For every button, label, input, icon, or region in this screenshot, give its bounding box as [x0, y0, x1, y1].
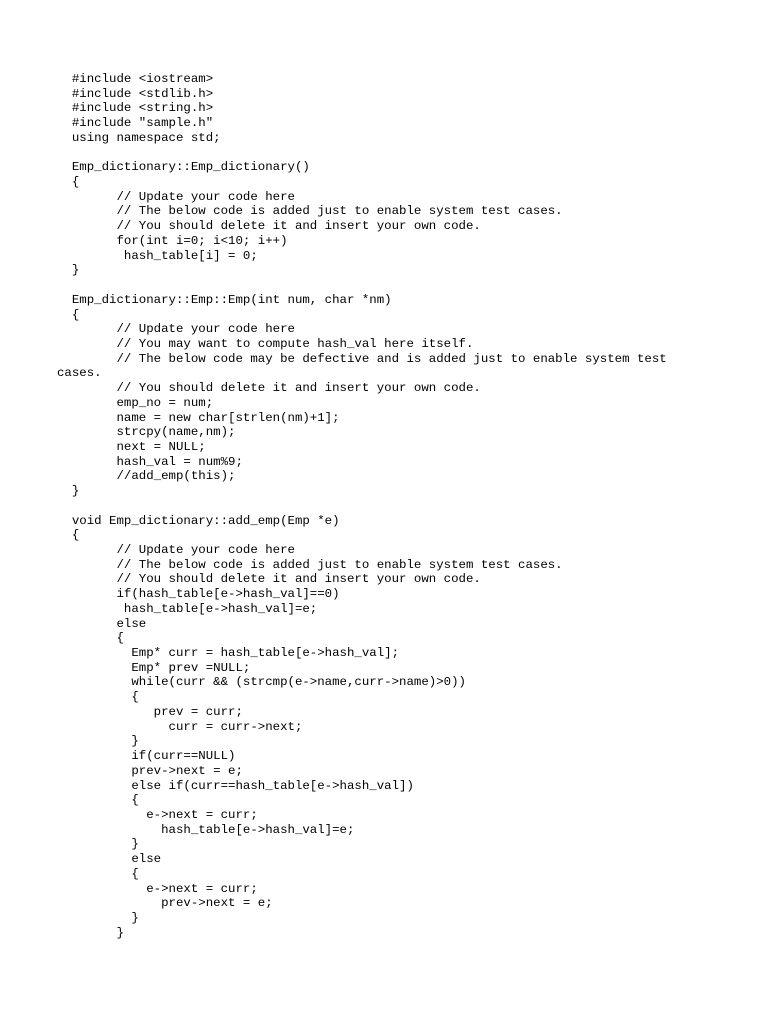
code-line: { [57, 631, 124, 646]
code-line: // You should delete it and insert your own code. [57, 219, 481, 234]
code-line: } [57, 484, 80, 499]
code-line: using namespace std; [57, 130, 221, 145]
code-listing [57, 72, 757, 940]
code-line: { [57, 528, 80, 543]
code-line: next = NULL; [57, 439, 206, 454]
code-line: { [57, 866, 139, 881]
code-line: Emp_dictionary::Emp::Emp(int num, char *nm) [57, 292, 392, 307]
code-line: Emp* prev =NULL; [57, 660, 251, 675]
code-line: for(int i=0; i<10; i++) [57, 233, 288, 248]
code-line: strcpy(name,nm); [57, 425, 236, 440]
code-line: prev->next = e; [57, 896, 273, 911]
code-line: // Update your code here [57, 543, 295, 557]
code-line: // You may want to compute hash_val here itself. [57, 336, 474, 351]
code-line: curr = curr->next; [57, 719, 303, 734]
code-line: else if(curr==hash_table[e->hash_val]) [57, 778, 414, 793]
code-line: hash_table[e->hash_val]=e; [57, 601, 318, 616]
code-line [57, 146, 757, 161]
code-line: // The below code is added just to enable system test cases. [57, 204, 563, 219]
code-line: #include <stdlib.h> [57, 86, 214, 101]
code-line: #include "sample.h" [57, 116, 214, 131]
code-line: cases. [57, 366, 102, 381]
code-line: hash_table[e->hash_val]=e; [57, 822, 355, 837]
code-line: prev->next = e; [57, 763, 243, 778]
code-line: } [57, 263, 80, 278]
code-line: #include <iostream> [57, 72, 214, 86]
code-line: { [57, 307, 80, 322]
code-line: hash_val = num%9; [57, 454, 243, 469]
code-line: } [57, 837, 139, 852]
code-line: // Update your code here [57, 322, 295, 337]
code-line: hash_table[i] = 0; [57, 248, 258, 263]
code-line: { [57, 690, 139, 705]
code-line: void Emp_dictionary::add_emp(Emp *e) [57, 513, 340, 528]
code-line: if(curr==NULL) [57, 749, 236, 764]
code-line: while(curr && (strcmp(e->name,curr->name)>0)) [57, 675, 466, 690]
code-line: else [57, 852, 162, 867]
code-line: emp_no = num; [57, 395, 214, 410]
code-line: if(hash_table[e->hash_val]==0) [57, 587, 340, 602]
code-line: Emp* curr = hash_table[e->hash_val]; [57, 646, 400, 661]
code-line: { [57, 175, 80, 190]
code-line: { [57, 793, 139, 808]
code-line [57, 499, 757, 514]
code-line: else [57, 616, 147, 631]
code-line: Emp_dictionary::Emp_dictionary() [57, 160, 310, 175]
code-line: //add_emp(this); [57, 469, 236, 484]
code-line: e->next = curr; [57, 807, 258, 822]
code-line: // The below code may be defective and is added just to enable system test [57, 351, 667, 366]
code-line: // The below code is added just to enable system test cases. [57, 557, 563, 572]
code-line: #include <string.h> [57, 101, 214, 116]
code-line: prev = curr; [57, 704, 243, 719]
code-line: e->next = curr; [57, 881, 258, 896]
code-line: // You should delete it and insert your own code. [57, 572, 481, 587]
code-line: } [57, 734, 139, 749]
code-line: // Update your code here [57, 189, 295, 204]
code-line: } [57, 925, 124, 940]
code-line: } [57, 910, 139, 925]
code-line: // You should delete it and insert your own code. [57, 381, 481, 396]
code-line: name = new char[strlen(nm)+1]; [57, 410, 340, 425]
code-line [57, 278, 757, 293]
